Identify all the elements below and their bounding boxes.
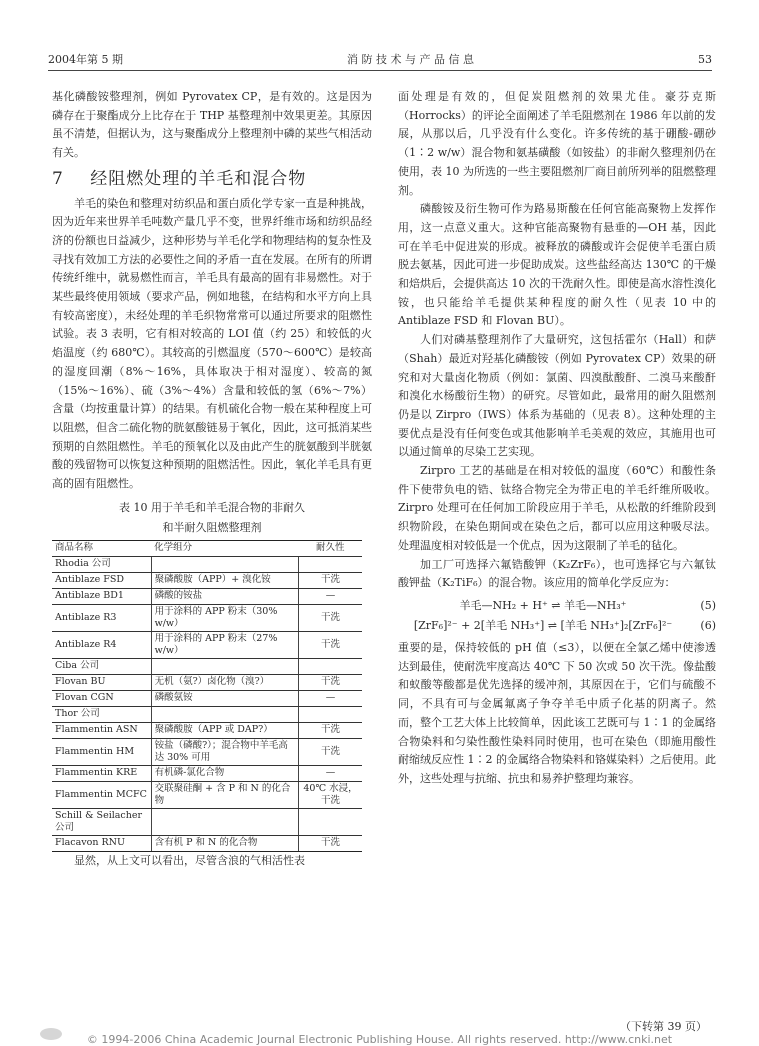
product-name-cell: Antiblaze BD1 bbox=[52, 588, 151, 604]
running-header bbox=[48, 50, 712, 68]
table-row bbox=[52, 690, 362, 706]
equation-number: (6) bbox=[700, 618, 716, 632]
table-row bbox=[52, 631, 362, 658]
header-product: 商品名称 bbox=[52, 540, 151, 556]
durability-cell bbox=[299, 706, 362, 722]
right-column bbox=[398, 88, 716, 789]
composition-cell bbox=[151, 808, 298, 835]
composition-cell: 无机（氨?）卤化物（溴?） bbox=[151, 674, 298, 690]
table-row bbox=[52, 588, 362, 604]
table-row bbox=[52, 738, 362, 765]
equation-row bbox=[398, 596, 716, 616]
durability-cell: 干洗 bbox=[299, 722, 362, 738]
table-row bbox=[52, 674, 362, 690]
durability-cell bbox=[299, 658, 362, 674]
table-row bbox=[52, 781, 362, 808]
product-name-cell: Flammentin MCFC bbox=[52, 781, 151, 808]
section-number: 7 bbox=[52, 168, 64, 189]
composition-cell: 聚磷酸胺（APP 或 DAP?） bbox=[151, 722, 298, 738]
product-name-cell: Antiblaze FSD bbox=[52, 572, 151, 588]
table-body bbox=[52, 556, 362, 851]
journal-title: 消 防 技 术 与 产 品 信 息 bbox=[347, 53, 474, 66]
composition-cell: 铵盐（磷酸?）；混合物中羊毛高达 30% 可用 bbox=[151, 738, 298, 765]
durability-cell: 干洗 bbox=[299, 572, 362, 588]
durability-cell: 干洗 bbox=[299, 604, 362, 631]
product-name-cell: Thor 公司 bbox=[52, 706, 151, 722]
equation-block bbox=[398, 596, 716, 636]
header-rule bbox=[48, 70, 712, 71]
body-paragraph: 人们对磷基整理剂作了大量研究，这包括霍尔（Hall）和萨（Shah）最近对羟基化磷酸铵（例如 Pyrovatex CP）效果的研究和对大量卤化物质（例如：氯菌、四溴酞酸酐、二溴马来酸酐和溴化水杨酸衍生物）的研究。尽管如此，最常用的耐久阻燃剂仍是以 Zirpro（IWS）体系为基础的（见表 8）。这种处理的主要优点是没有任何变色或其他影响羊毛美观的效应，其施用也可以通过简单的尽染工艺实现。 bbox=[398, 333, 716, 459]
section-heading bbox=[52, 170, 372, 189]
equation-row bbox=[398, 616, 716, 636]
product-name-cell: Flovan BU bbox=[52, 674, 151, 690]
composition-cell: 有机磷-氯化合物 bbox=[151, 765, 298, 781]
closing-line: 显然，从上文可以看出，尽管含浪的气相活性表 bbox=[74, 853, 305, 867]
product-name-cell: Flacavon RNU bbox=[52, 835, 151, 851]
header-composition: 化学组分 bbox=[151, 540, 298, 556]
table-row bbox=[52, 658, 362, 674]
composition-cell: 聚磷酸胺（APP）+ 溴化铵 bbox=[151, 572, 298, 588]
equation-number: (5) bbox=[700, 598, 716, 612]
product-name-cell: Ciba 公司 bbox=[52, 658, 151, 674]
copyright-footer: © 1994-2006 China Academic Journal Electronic Publishing House. All rights reserved. http://www.cnki.net bbox=[86, 1033, 673, 1046]
table-header-row bbox=[52, 540, 362, 556]
issue-label: 2004年第 5 期 bbox=[48, 53, 123, 66]
equation: 羊毛—NH₂ + H⁺ ⇌ 羊毛—NH₃⁺ bbox=[459, 598, 627, 612]
product-name-cell: Flammentin ASN bbox=[52, 722, 151, 738]
durability-cell bbox=[299, 808, 362, 835]
composition-cell: 磷酸氨铵 bbox=[151, 690, 298, 706]
composition-cell bbox=[151, 706, 298, 722]
durability-cell: 干洗 bbox=[299, 631, 362, 658]
table-row bbox=[52, 604, 362, 631]
table-row bbox=[52, 765, 362, 781]
table-caption-line: 表 10 用于羊毛和羊毛混合物的非耐久 bbox=[119, 500, 305, 514]
page-number: 53 bbox=[697, 52, 712, 66]
table-row bbox=[52, 572, 362, 588]
body-paragraph: 羊毛的染色和整理对纺织品和蛋白质化学专家一直是种挑战，因为近年来世界羊毛吨数产量几乎不变，世界纤维市场和纺织品经济的份额也日益减少，这种形势与羊毛化学和物理结构的复杂性及寻找有效加工方法的必要性之间的矛盾一直在发展。在所有的所谓传统纤维中，就易燃性而言，羊毛具有最高的固有非易燃性。对于某些最终使用领域（要求产品，例如地毯，在结构和水平方向上具有较高密度），未经处理的羊毛织物常常可以通过所要求的阻燃性试验。表 3 表明，它有相对较高的 LOI 值（约 25）和较低的火焰温度（约 680℃）。其较高的引燃温度（570～600℃）是较高的湿度回潮（8%～16%，具体取决于相对湿度）、较高的氮（15%～16%）、硫（3%～4%）含量和较低的氢（6%～7%）含量（均按重量计算）的结果。有机硫化合物一般在某种程度上可以阻燃，但含二硫化物的胱氨酸链易于氧化，因此，这可抵消某些预期的自然阻燃性。羊毛的预氧化以及由此产生的胱氨酸到半胱氨酸的残留物可以恢复这种预期的阻燃活性。因此，氧化羊毛具有更高的固有阻燃性。 bbox=[52, 196, 372, 491]
table-caption bbox=[52, 498, 372, 538]
table-row bbox=[52, 706, 362, 722]
composition-cell bbox=[151, 556, 298, 572]
durability-cell: — bbox=[299, 690, 362, 706]
durability-cell: 干洗 bbox=[299, 738, 362, 765]
table-row bbox=[52, 808, 362, 835]
body-paragraph: 加工厂可选择六氟锆酸钾（K₂ZrF₆），也可选择它与六氟钛酸钾盐（K₂TiF₆）的混合物。该应用的简单化学反应为： bbox=[398, 557, 716, 590]
composition-cell: 磷酸的铵盐 bbox=[151, 588, 298, 604]
left-column bbox=[52, 88, 372, 870]
durability-cell: — bbox=[299, 588, 362, 604]
table-row bbox=[52, 835, 362, 851]
product-name-cell: Rhodia 公司 bbox=[52, 556, 151, 572]
product-name-cell: Antiblaze R3 bbox=[52, 604, 151, 631]
composition-cell: 含有机 P 和 N 的化合物 bbox=[151, 835, 298, 851]
body-paragraph: 重要的是，保持较低的 pH 值（≤3），以便在全氯乙烯中使渗透达到最佳，使耐洗牢度高达 40℃ 下 50 次或 50 次干洗。像盐酸和蚁酸等酸都是优先选择的缓冲剂，其原因在于，它们与硫酸不同，不具有可与金属氟离子争夺羊毛中质子化基的阴离子。然而，整个工艺大体上比较简单，因此该工艺既可与 1∶1 的金属络合物染料和匀染性酸性染料同时使用，也可在染色（即施用酸性耐缩绒反应性 1∶2 的金属络合物染料和铬媒染料）之后使用。此外，这些处理与抗缩、抗虫和易养护整理均兼容。 bbox=[398, 640, 716, 785]
product-name-cell: Antiblaze R4 bbox=[52, 631, 151, 658]
body-paragraph: 面处理是有效的，但促炭阻燃剂的效果尤佳。豪芬克斯（Horrocks）的评论全面阐述了羊毛阻燃剂在 1986 年以前的发展，从那以后，几乎没有什么变化。许多传统的基于硼酸-硼砂（1∶2 w/w）混合物和氨基磺酸（如铵盐）的非耐久整理剂仍在使用，表 10 为所选的一些主要阻燃剂厂商目前所列举的阻燃整理剂。 bbox=[398, 90, 716, 197]
durability-cell: 干洗 bbox=[299, 835, 362, 851]
composition-cell: 交联聚硅酮 + 含 P 和 N 的化合物 bbox=[151, 781, 298, 808]
durability-cell: 40℃ 水浸，干洗 bbox=[299, 781, 362, 808]
body-paragraph: 磷酸铵及衍生物可作为路易斯酸在任何官能高聚物上发挥作用，这一点意义重大。这种官能高聚物有悬垂的—OH 基，因此可在羊毛中促进炭的形成。被释放的磷酸或许会促使羊毛蛋白质脱去氨基，因此可进一步促助成炭。这些盐经高达 130℃ 的干燥和焙烘后，会提供高达 10 次的干洗耐久性。即使是高水溶性溴化铵，也只能给羊毛提供某种程度的耐久性（见表 10 中的 Antiblaze FSD 和 Flovan BU）。 bbox=[398, 202, 716, 328]
continued-note: （下转第 39 页） bbox=[620, 1020, 707, 1033]
durability-cell: — bbox=[299, 765, 362, 781]
durability-cell: 干洗 bbox=[299, 674, 362, 690]
product-name-cell: Flovan CGN bbox=[52, 690, 151, 706]
intro-paragraph: 基化磷酸铵整理剂，例如 Pyrovatex CP，是有效的。这是因为磷存在于聚酯成分上比存在于 THP 基整理剂中效果更差。其原因虽不清楚，但据认为，这与聚酯成分上整理剂中磷的某些气相活动有关。 bbox=[52, 90, 372, 160]
product-name-cell: Schill & Seilacher 公司 bbox=[52, 808, 151, 835]
composition-cell bbox=[151, 658, 298, 674]
table-row bbox=[52, 722, 362, 738]
composition-cell: 用于涂料的 APP 粉末（30% w/w） bbox=[151, 604, 298, 631]
composition-cell: 用于涂料的 APP 粉末（27% w/w） bbox=[151, 631, 298, 658]
flame-retardant-table bbox=[52, 540, 362, 852]
equation: [ZrF₆]²⁻ + 2[羊毛 NH₃⁺] ⇌ [羊毛 NH₃⁺]₂[ZrF₆]²⁻ bbox=[413, 618, 673, 632]
header-durability: 耐久性 bbox=[299, 540, 362, 556]
product-name-cell: Flammentin HM bbox=[52, 738, 151, 765]
table-row bbox=[52, 556, 362, 572]
product-name-cell: Flammentin KRE bbox=[52, 765, 151, 781]
table-caption-line: 和半耐久阻燃整理剂 bbox=[162, 520, 262, 534]
durability-cell bbox=[299, 556, 362, 572]
section-title: 经阻燃处理的羊毛和混合物 bbox=[90, 168, 307, 189]
body-paragraph: Zirpro 工艺的基础是在相对较低的温度（60℃）和酸性条件下使带负电的锆、钛络合物完全为带正电的羊毛纤维所吸收。Zirpro 处理可在任何加工阶段应用于羊毛，从松散的纤维阶段到织物阶段，在染色期间或在染色之后，都可以应用这种吸尽法。处理温度相对较低是一个优点，因为这限制了羊毛的毡化。 bbox=[398, 464, 716, 552]
